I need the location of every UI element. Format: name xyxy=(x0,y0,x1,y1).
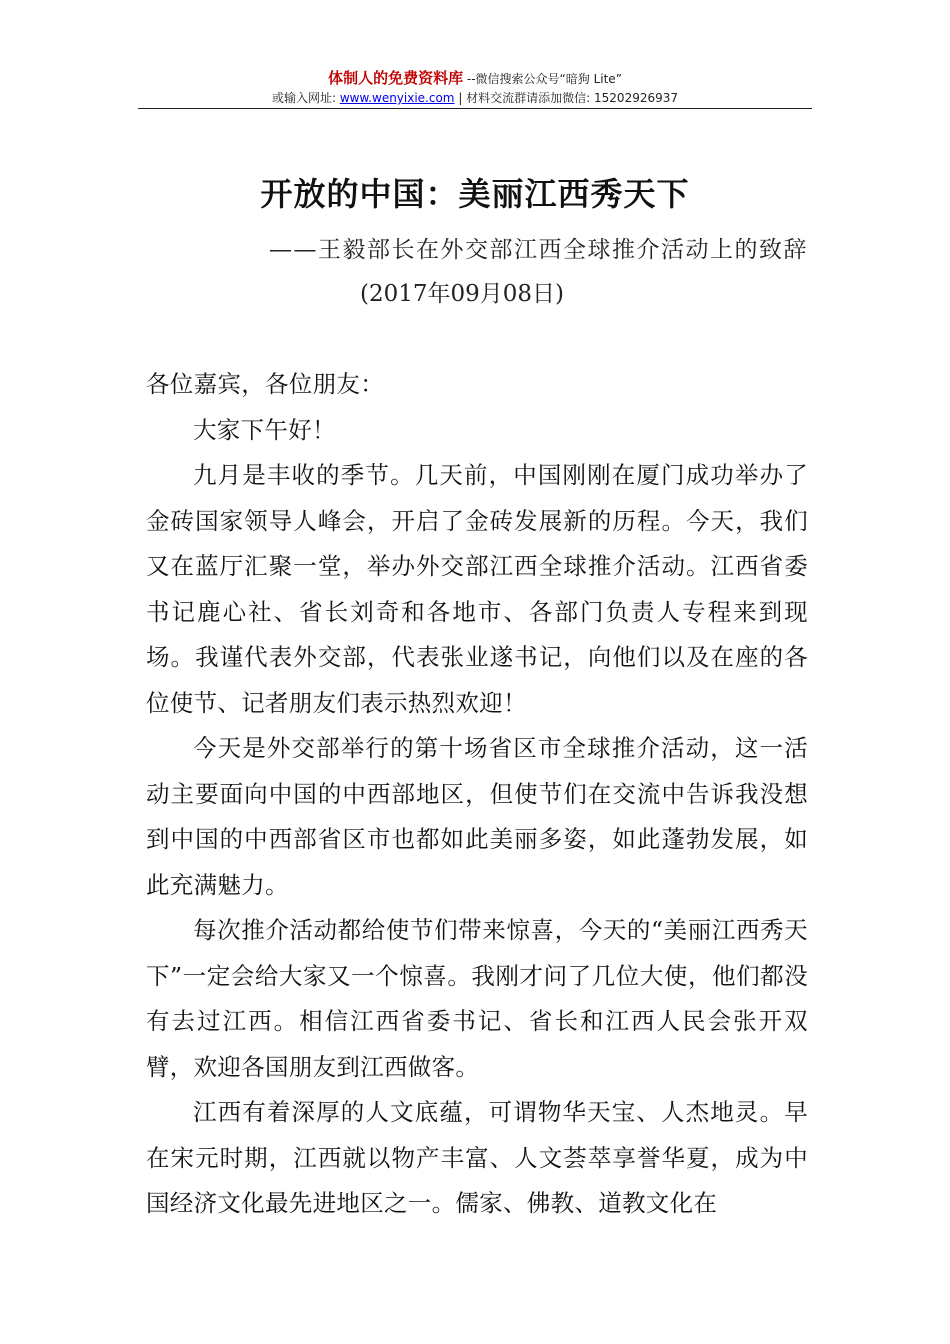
page-header xyxy=(138,68,812,107)
header-url-prefix: 或输入网址: xyxy=(271,91,340,105)
paragraph: 江西有着深厚的人文底蕴，可谓物华天宝、人杰地灵。早在宋元时期，江西就以物产丰富、人文荟萃享誉华夏，成为中国经济文化最先进地区之一。儒家、佛教、道教文化在 xyxy=(146,1098,808,1217)
document-subtitle: ——王毅部长在外交部江西全球推介活动上的致辞 xyxy=(269,237,808,263)
salutation: 各位嘉宾，各位朋友： xyxy=(146,370,384,398)
document-title: 开放的中国：美丽江西秀天下 xyxy=(260,175,690,213)
header-tagline: --微信搜索公众号“暗狗 Lite” xyxy=(463,72,622,86)
header-line-brand xyxy=(138,68,812,89)
document-body xyxy=(146,362,808,1227)
paragraph-greeting: 大家下午好！ xyxy=(193,415,336,444)
paragraph: 今天是外交部举行的第十场省区市全球推介活动，这一活动主要面向中国的中西部地区，但使节们在交流中告诉我没想到中国的中西部省区市也都如此美丽多姿，如此蓬勃发展，如此充满魅力。 xyxy=(146,734,808,899)
header-website-link[interactable]: www.wenyixie.com xyxy=(339,91,455,105)
header-brand: 体制人的免费资料库 xyxy=(328,69,464,87)
document-date: (2017年09月08日) xyxy=(360,281,565,307)
header-contact: | 材料交流群请添加微信: 15202926937 xyxy=(454,91,679,105)
paragraph: 每次推介活动都给使节们带来惊喜，今天的“美丽江西秀天下”一定会给大家又一个惊喜。我刚才问了几位大使，他们都没有去过江西。相信江西省委书记、省长和江西人民会张开双臂，欢迎各国朋友到江西做客。 xyxy=(146,916,808,1081)
paragraph: 九月是丰收的季节。几天前，中国刚刚在厦门成功举办了金砖国家领导人峰会，开启了金砖发展新的历程。今天，我们又在蓝厅汇聚一堂，举办外交部江西全球推介活动。江西省委书记鹿心社、省长刘奇和各地市、各部门负责人专程来到现场。我谨代表外交部，代表张业遂书记，向他们以及在座的各位使节、记者朋友们表示热烈欢迎！ xyxy=(146,461,808,717)
header-divider xyxy=(138,108,812,109)
header-line-contact xyxy=(138,89,812,107)
